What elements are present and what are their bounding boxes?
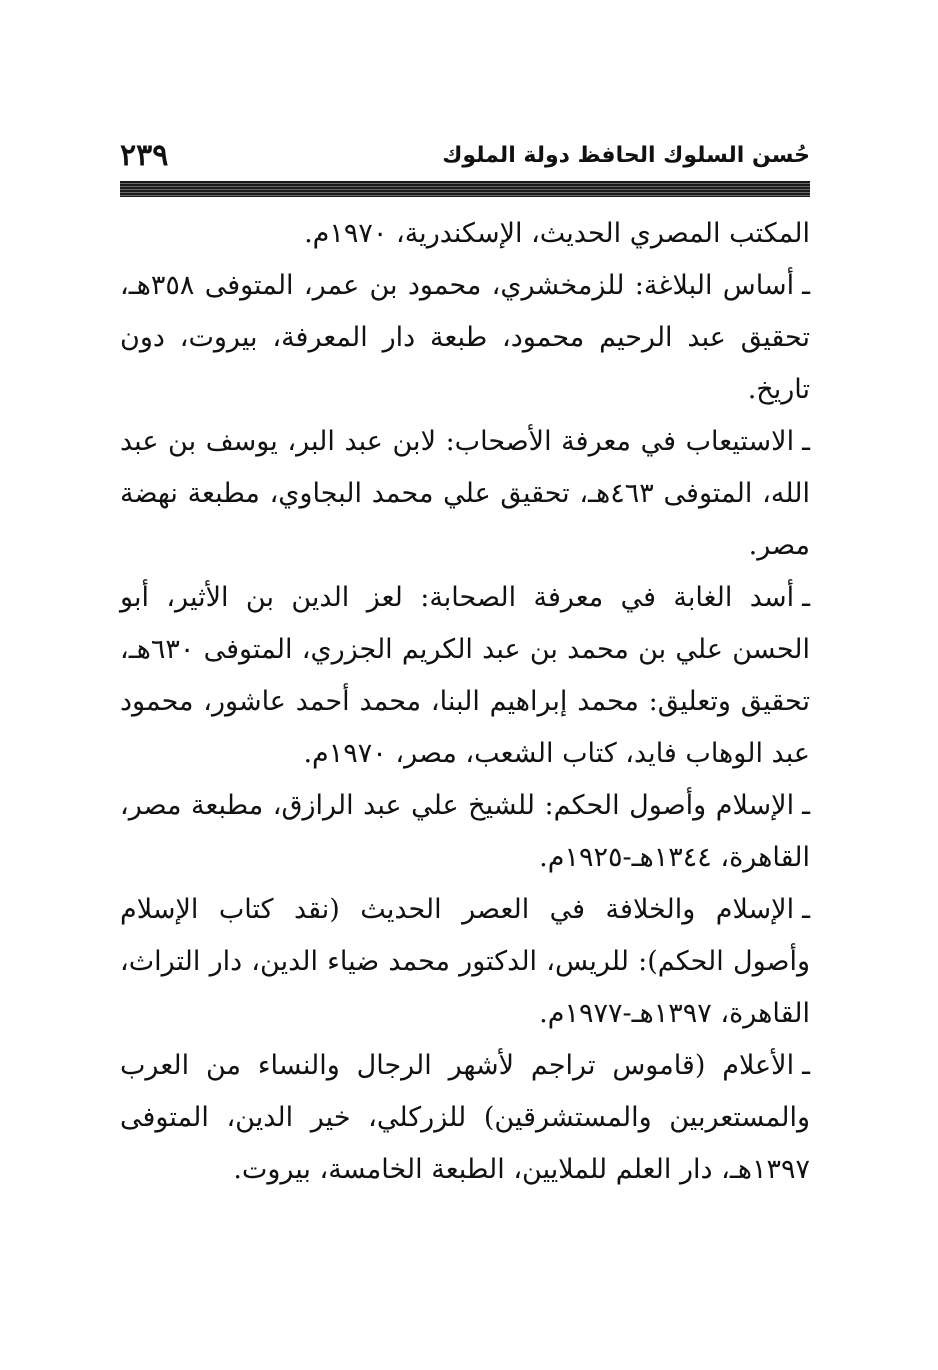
entry-dash: ـ xyxy=(802,426,810,457)
bibliography-entry xyxy=(120,416,810,572)
bibliography-entry xyxy=(120,572,810,780)
bibliography-entry xyxy=(120,1040,810,1196)
entry-dash: ـ xyxy=(802,894,810,925)
bibliography-content xyxy=(120,208,810,1196)
page-number: ٢٣٩ xyxy=(120,138,169,173)
bibliography-entry xyxy=(120,884,810,1040)
entry-dash: ـ xyxy=(802,1050,810,1081)
header-rule xyxy=(120,181,810,197)
continuation-line: المكتب المصري الحديث، الإسكندرية، ١٩٧٠م. xyxy=(304,218,810,249)
entry-text: أسد الغابة في معرفة الصحابة: لعز الدين بن الأثير، أبو الحسن علي بن محمد بن عبد الكريم الجزري، المتوفى ٦٣٠هـ، تحقيق وتعليق: محمد إبراهيم البنا، محمد أحمد عاشور، محمود عبد الوهاب فايد، كتاب الشعب، مصر، ١٩٧٠م. xyxy=(120,582,810,769)
running-title: حُسن السلوك الحافظ دولة الملوك xyxy=(442,143,810,168)
entry-dash: ـ xyxy=(802,790,810,821)
entry-dash: ـ xyxy=(802,270,810,301)
entry-text: الاستيعاب في معرفة الأصحاب: لابن عبد البر، يوسف بن عبد الله، المتوفى ٤٦٣هـ، تحقيق علي محمد البجاوي، مطبعة نهضة مصر. xyxy=(120,426,810,561)
entry-text: الإسلام وأصول الحكم: للشيخ علي عبد الرازق، مطبعة مصر، القاهرة، ١٣٤٤هـ-١٩٢٥م. xyxy=(120,790,810,873)
entry-text: الأعلام (قاموس تراجم لأشهر الرجال والنساء من العرب والمستعربين والمستشرقين) للزركلي، خير الدين، المتوفى ١٣٩٧هـ، دار العلم للملايين، الطبعة الخامسة، بيروت. xyxy=(120,1050,810,1185)
entry-text: أساس البلاغة: للزمخشري، محمود بن عمر، المتوفى ٣٥٨هـ، تحقيق عبد الرحيم محمود، طبعة دار المعرفة، بيروت، دون تاريخ. xyxy=(120,270,810,405)
entry-dash: ـ xyxy=(802,582,810,613)
entry-text: الإسلام والخلافة في العصر الحديث (نقد كتاب الإسلام وأصول الحكم): للريس، الدكتور محمد ضياء الدين، دار التراث، القاهرة، ١٣٩٧هـ-١٩٧٧م. xyxy=(120,894,810,1029)
bibliography-entry xyxy=(120,260,810,416)
bibliography-entry xyxy=(120,780,810,884)
page-header xyxy=(120,138,810,174)
